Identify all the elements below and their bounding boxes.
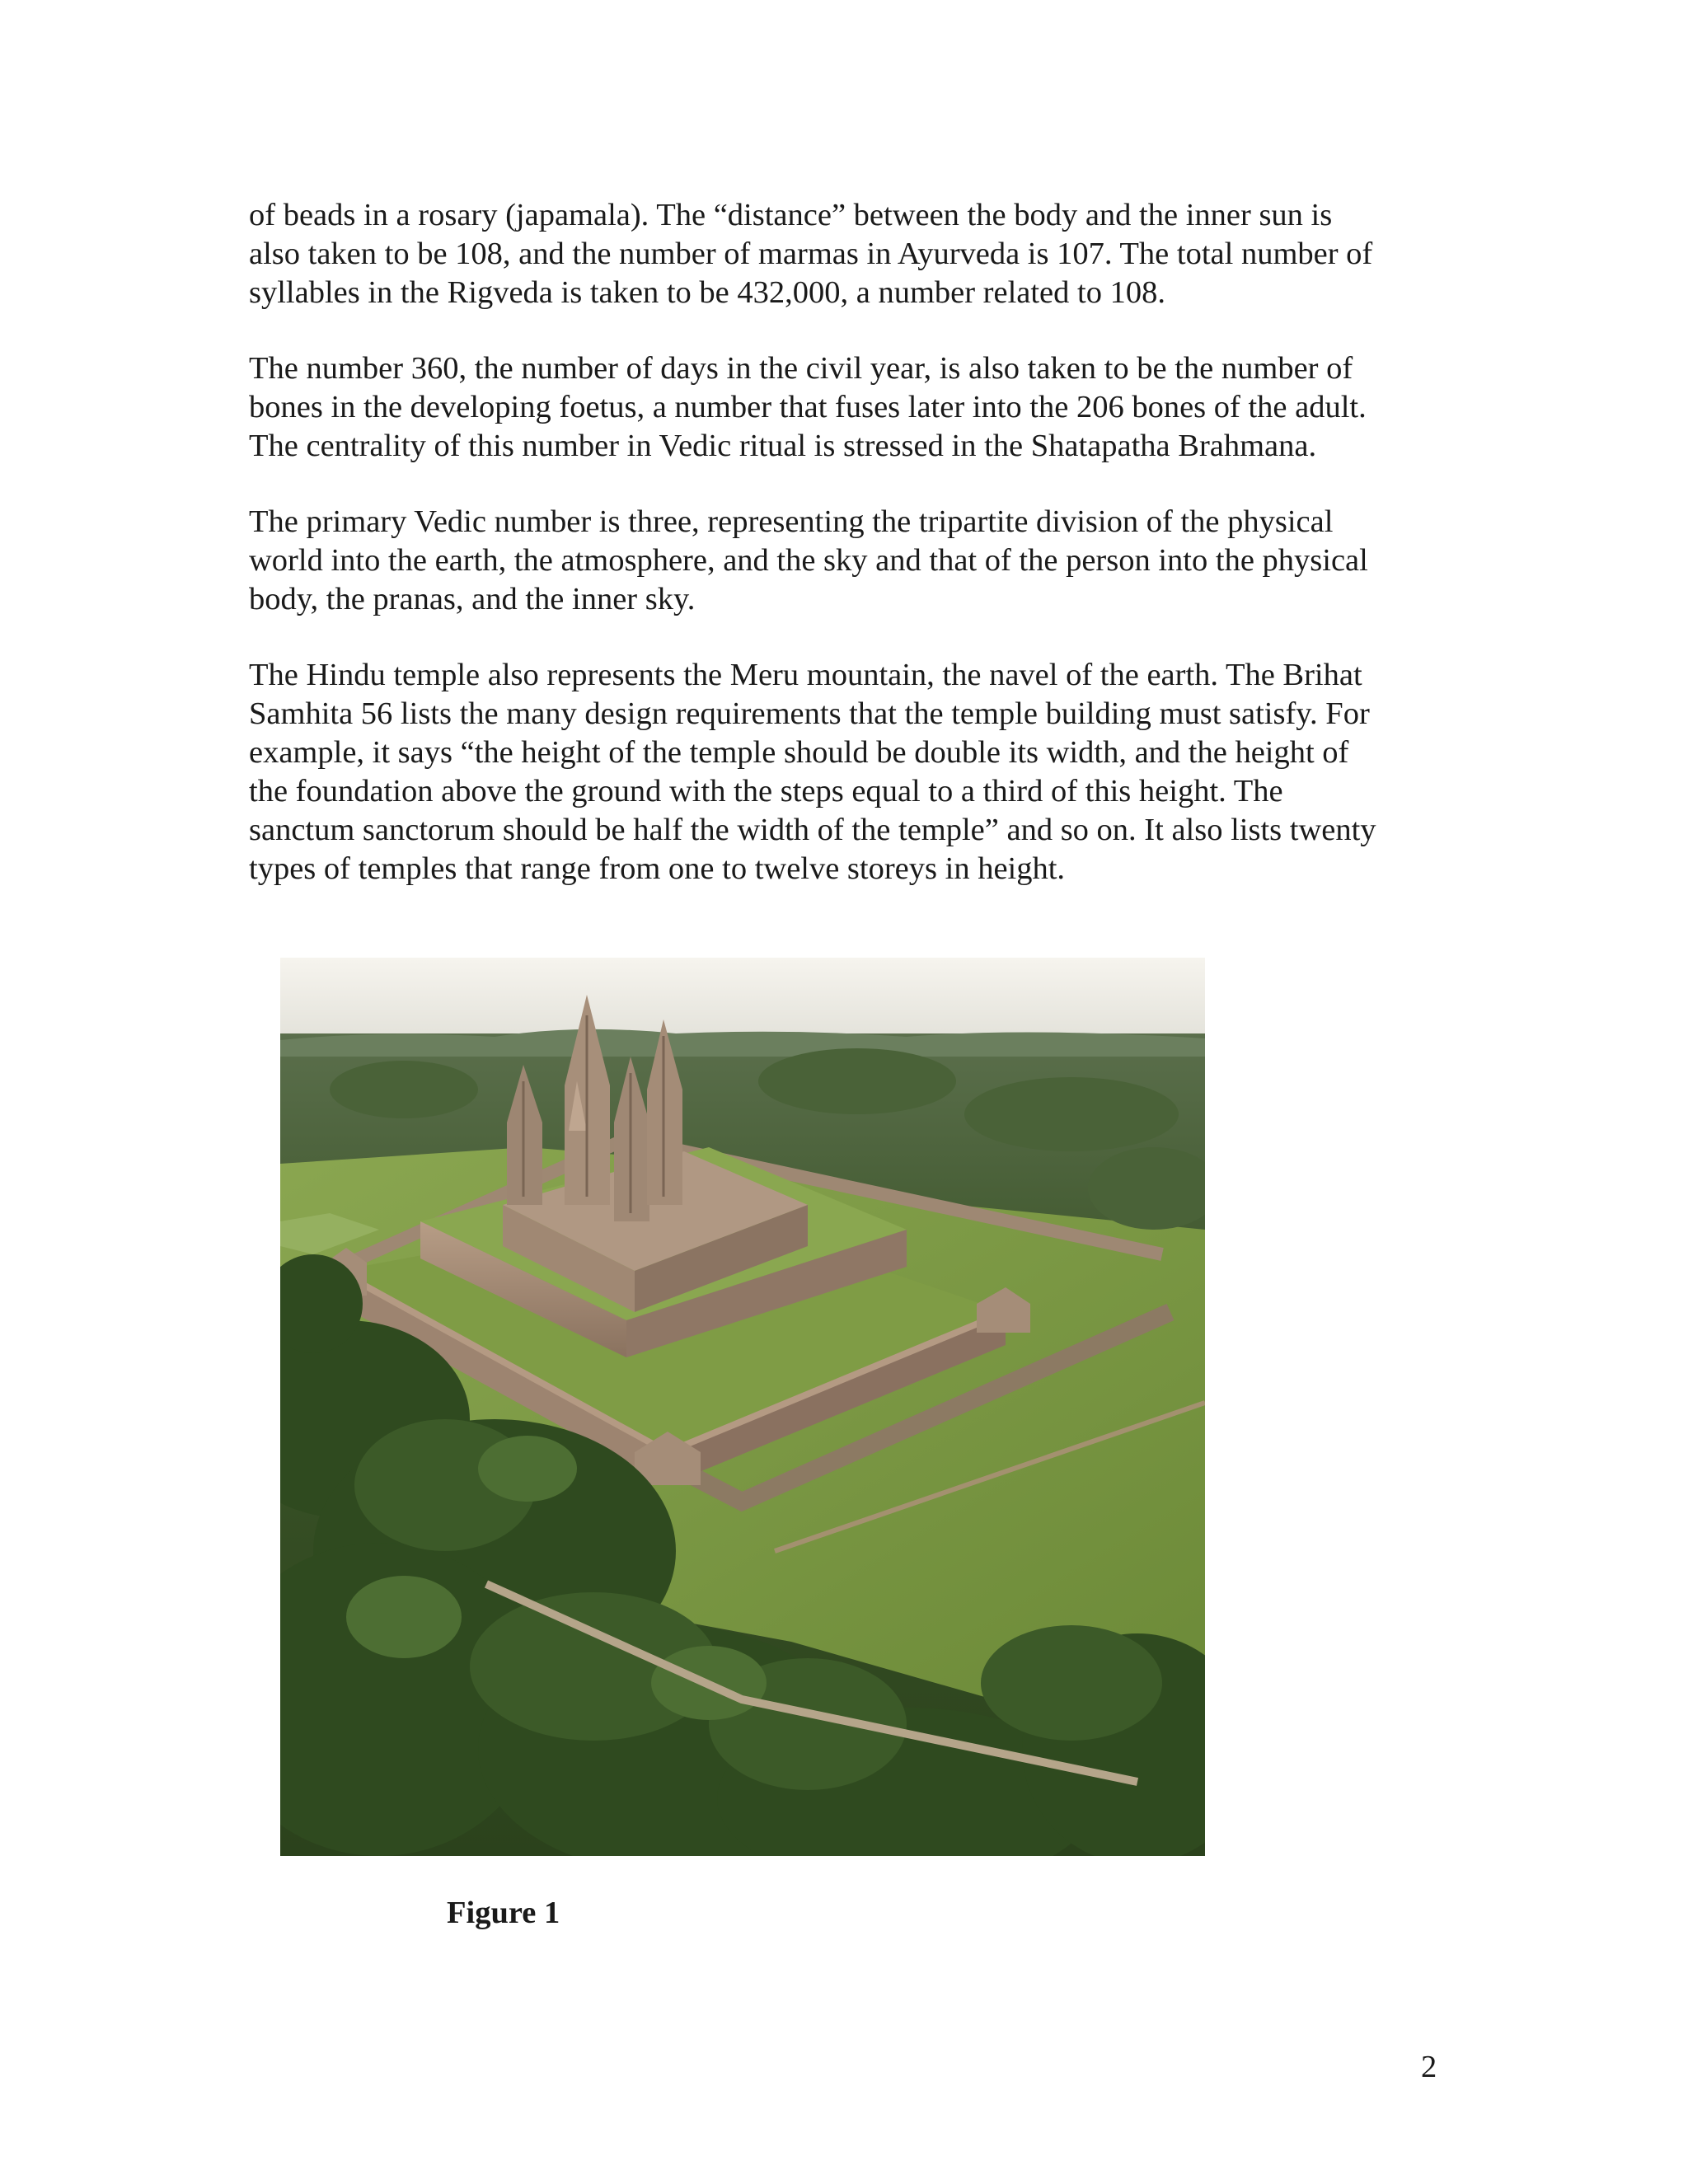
paragraph-3: The primary Vedic number is three, representing the tripartite division of the physical world into the earth, the atmosphere, and the sky and that of the person into the physical body, the pranas, and the inner sky. [249, 504, 1368, 616]
page-number: 2 [1421, 2050, 1437, 2084]
figure-caption: Figure 1 [447, 1896, 560, 1930]
temple-photo [280, 958, 1205, 1856]
paragraph-4: The Hindu temple also represents the Meru mountain, the navel of the earth. The Brihat Samhita 56 lists the many design requirements that the temple building must satisfy. For example, it says “the height of the temple should be double its width, and the height of the foundation above the ground with the steps equal to a third of this height. The sanctum sanctorum should be half the width of the temple” and so on. It also lists twenty types of temples that range from one to twelve storeys in height. [249, 658, 1376, 886]
paragraph-2: The number 360, the number of days in the civil year, is also taken to be the number of bones in the developing foetus, a number that fuses later into the 206 bones of the adult. The centrality of this number in Vedic ritual is stressed in the Shatapatha Brahmana. [249, 351, 1367, 463]
body-text [249, 196, 1444, 926]
paragraph-1: of beads in a rosary (japamala). The “distance” between the body and the inner sun is also taken to be 108, and the number of marmas in Ayurveda is 107. The total number of syllables in the Rigveda is taken to be 432,000, a number related to 108. [249, 198, 1373, 310]
